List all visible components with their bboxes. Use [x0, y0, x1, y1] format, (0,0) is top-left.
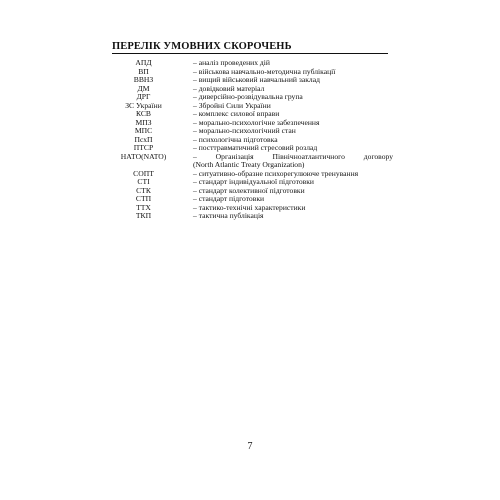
- abbreviation-list: [100, 59, 400, 221]
- abbreviation: ТКП: [135, 211, 152, 220]
- list-item: [100, 212, 400, 221]
- abbreviation: ТТХ: [136, 202, 151, 212]
- abbreviation-definition: – тактико-технічні характеристики: [193, 202, 306, 212]
- abbreviation-definition: – стандарт підготовки: [193, 194, 265, 203]
- abbreviation: ПТСР: [133, 143, 154, 152]
- title-underline: [112, 53, 388, 54]
- abbreviation-definition: (North Atlantic Treaty Organization): [193, 160, 305, 169]
- abbreviation: ВП: [138, 66, 149, 76]
- abbreviation-definition: – військова навчально-методична публікації: [193, 66, 336, 76]
- abbreviation-definition: – морально-психологічний стан: [193, 126, 296, 135]
- abbreviation: СОПТ: [133, 168, 154, 178]
- abbreviation-definition: – психологічна підготовка: [193, 134, 278, 144]
- abbreviation-definition: – аналіз проведених дій: [193, 58, 270, 67]
- abbreviation-definition: – стандарт індивідуальної підготовки: [193, 177, 314, 186]
- abbreviation-definition: – Організація Північноатлантичного договору: [193, 151, 393, 161]
- abbreviation-definition: – довідковий матеріал: [193, 83, 265, 93]
- abbreviation-definition: – посттравматичний стресовий розлад: [193, 143, 318, 152]
- abbreviation-definition: – Збройні Сили України: [193, 100, 271, 110]
- abbreviation: ПсхП: [134, 134, 153, 144]
- page-title: ПЕРЕЛІК УМОВНИХ СКОРОЧЕНЬ: [112, 41, 292, 52]
- abbreviation: МПЗ: [135, 117, 152, 127]
- abbreviation: ЗС України: [125, 100, 162, 110]
- abbreviation-definition: – диверсійно-розвідувальна група: [193, 92, 303, 101]
- abbreviation: ДМ: [137, 83, 150, 93]
- abbreviation-definition: – вищий військовий навчальний заклад: [193, 75, 320, 84]
- abbreviation: ДРГ: [136, 92, 151, 101]
- abbreviation-definition: – стандарт колективної підготовки: [193, 185, 305, 195]
- abbreviation: АПД: [135, 58, 152, 67]
- abbreviation: ВВНЗ: [133, 75, 154, 84]
- abbreviation-definition: – морально-психологічне забезпечення: [193, 117, 320, 127]
- abbreviation: СТК: [136, 185, 151, 195]
- abbreviation-definition: – тактична публікація: [193, 211, 264, 220]
- abbreviation: СТП: [135, 194, 152, 203]
- abbreviation: МПС: [134, 126, 153, 135]
- abbreviation: КСВ: [135, 109, 151, 118]
- abbreviation: СТІ: [137, 177, 150, 186]
- abbreviation-definition: – комплекс силової вправи: [193, 109, 280, 118]
- page-number: 7: [247, 441, 253, 452]
- abbreviation-definition: – ситуативно-образне психорегулююче тренування: [193, 168, 359, 178]
- abbreviation: НАТО(NATO): [120, 151, 167, 161]
